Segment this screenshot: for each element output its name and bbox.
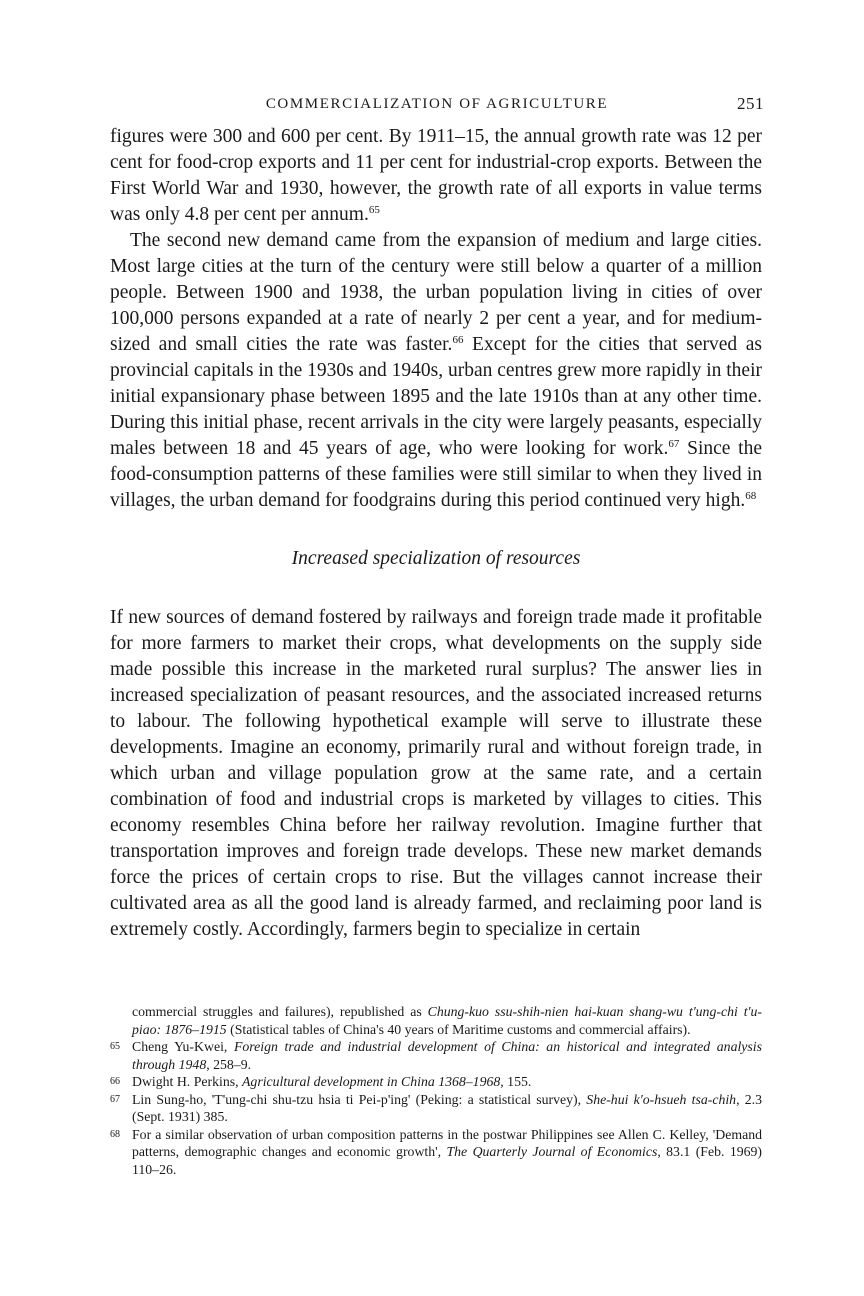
footnote-continuation-title: Chung-kuo ssu-shih-nien hai-kuan shang-wu t'ung-chi t'u-piao: 1876–1915 bbox=[132, 1004, 762, 1037]
footnote-65-title: Foreign trade and industrial development of China: an historical and integrated analysis through 1948 bbox=[132, 1039, 762, 1072]
paragraph-2-text-1: The second new demand came from the expansion of medium and large cities. Most large cities at the turn of the century were still below a quarter of a million people. Between 1900 and 1938, the urban population living in cities of over 100,000 persons expanded at a rate of nearly 2 per cent a year, and for medium-sized and small cities the rate was faster. bbox=[110, 230, 762, 355]
footnote-ref-67[interactable]: 67 bbox=[668, 438, 680, 450]
footnote-67-title: She-hui k'o-hsueh tsa-chih bbox=[586, 1091, 737, 1107]
footnote-number-65: 65 bbox=[110, 1041, 120, 1052]
footnote-66 bbox=[110, 1073, 762, 1091]
footnote-68-text: For a similar observation of urban composition patterns in the postwar Philippines see Allen C. Kelley, 'Demand patterns, demographic changes and economic growth', bbox=[132, 1126, 762, 1159]
paragraph-3: If new sources of demand fostered by railways and foreign trade made it profitable for more farmers to market their crops, what developments on the supply side made possible this increase in the marketed rural surplus? The answer lies in increased specialization of peasant resources, and the associated increased returns to labour. The following hypothetical example will serve to illustrate these developments. Imagine an economy, primarily rural and without foreign trade, in which urban and village population grow at the same rate, and a certain combination of food and industrial crops is marketed by villages to cities. This economy resembles China before her railway revolution. Imagine further that transportation improves and foreign trade develops. These new market demands force the prices of certain crops to rise. But the villages cannot increase their cultivated area as all the good land is already farmed, and reclaiming poor land is extremely costly. Accordingly, farmers begin to specialize in certain bbox=[110, 607, 762, 940]
footnote-68 bbox=[110, 1126, 762, 1179]
footnote-65-pages: , 258–9. bbox=[206, 1056, 252, 1072]
running-head: COMMERCIALIZATION OF AGRICULTURE bbox=[265, 96, 609, 112]
footnote-65-author: Cheng Yu-Kwei, bbox=[132, 1039, 234, 1054]
footnote-ref-68[interactable]: 68 bbox=[745, 490, 757, 502]
footnote-number-66: 66 bbox=[110, 1076, 120, 1087]
paragraph-1 bbox=[110, 124, 762, 228]
paragraph-2-text-3: Since the food-consumption patterns of these families were still similar to when they lived in villages, the urban demand for foodgrains during this period continued very high. bbox=[110, 438, 762, 511]
footnote-continuation-text-b: (Statistical tables of China's 40 years of Maritime customs and commercial affairs). bbox=[226, 1021, 691, 1037]
footnote-65 bbox=[110, 1038, 762, 1073]
section-heading: Increased specialization of resources bbox=[291, 548, 581, 569]
footnote-ref-65[interactable]: 65 bbox=[368, 204, 380, 216]
footnote-68-pages: , 83.1 (Feb. 1969) 110–26. bbox=[132, 1144, 763, 1177]
paragraph-2-text-2: Except for the cities that served as provincial capitals in the 1930s and 1940s, urban centres grew more rapidly in their initial expansionary phase between 1895 and the late 1910s than at any other time. During this initial phase, recent arrivals in the city were largely peasants, especially males between 18 and 45 years of age, who were looking for work. bbox=[110, 334, 763, 459]
footnote-66-author: Dwight H. Perkins, bbox=[132, 1074, 242, 1089]
page-number: 251 bbox=[737, 94, 764, 113]
paragraph-2 bbox=[110, 228, 762, 514]
footnote-ref-66[interactable]: 66 bbox=[452, 334, 464, 346]
footnotes bbox=[110, 1003, 762, 1178]
footnote-67-author: Lin Sung-ho, 'T'ung-chi shu-tzu hsia ti Pei-p'ing' (Peking: a statistical survey), bbox=[132, 1091, 587, 1107]
footnote-67 bbox=[110, 1091, 762, 1126]
footnote-66-title: Agricultural development in China 1368–1968 bbox=[242, 1074, 501, 1089]
footnote-68-title: The Quarterly Journal of Economics bbox=[446, 1144, 658, 1159]
running-header bbox=[110, 92, 764, 116]
footnote-67-pages: , 2.3 (Sept. 1931) 385. bbox=[132, 1091, 762, 1124]
footnote-continuation bbox=[132, 1003, 762, 1038]
main-text bbox=[110, 124, 762, 943]
footnote-66-pages: , 155. bbox=[500, 1074, 532, 1089]
footnote-continuation-text-a: commercial struggles and failures), republished as bbox=[132, 1004, 428, 1019]
footnote-number-68: 68 bbox=[110, 1128, 120, 1140]
footnote-number-67: 67 bbox=[110, 1093, 120, 1105]
paragraph-1-text: figures were 300 and 600 per cent. By 1911–15, the annual growth rate was 12 per cent for food-crop exports and 11 per cent for industrial-crop exports. Between the First World War and 1930, however, the growth rate of all exports in value terms was only 4.8 per cent per annum. bbox=[110, 126, 762, 225]
